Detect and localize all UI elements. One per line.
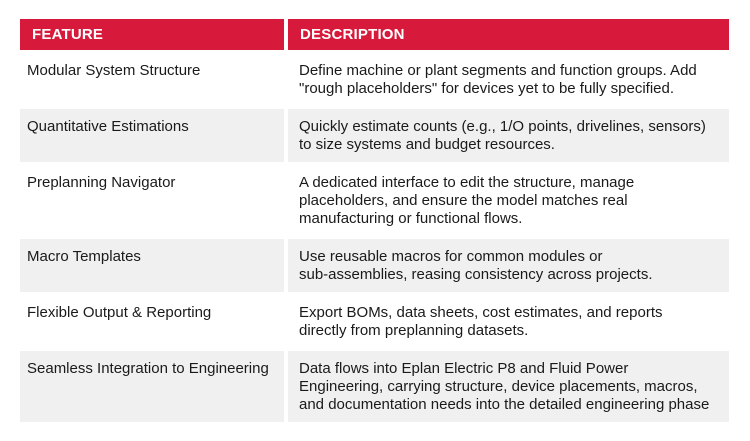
feature-table — [20, 19, 729, 422]
description-cell — [288, 53, 729, 106]
description-line: sub-assemblies, reasing consistency across projects. — [299, 266, 653, 283]
description-line: manufacturing or functional flows. — [299, 210, 523, 227]
description-line: A dedicated interface to edit the structure, manage — [299, 174, 635, 191]
description-column-header: DESCRIPTION — [288, 19, 729, 50]
feature-cell: Macro Templates — [20, 239, 284, 292]
description-line: and documentation needs into the detailed engineering phase — [299, 396, 710, 413]
description-line: Define machine or plant segments and function groups. Add — [299, 62, 697, 79]
description-line: Data flows into Eplan Electric P8 and Fluid Power — [299, 360, 629, 377]
feature-cell: Modular System Structure — [27, 62, 201, 79]
description-cell — [288, 109, 729, 162]
description-line: placeholders, and ensure the model matches real — [299, 192, 628, 209]
description-line: directly from preplanning datasets. — [299, 322, 529, 339]
table-row — [20, 53, 729, 106]
description-cell — [288, 165, 729, 236]
feature-cell: Preplanning Navigator — [27, 174, 176, 191]
description-line: Export BOMs, data sheets, cost estimates, and reports — [299, 304, 663, 321]
table-row — [20, 165, 729, 236]
feature-column-header: FEATURE — [20, 19, 284, 50]
description-cell — [288, 295, 729, 348]
description-line: Quickly estimate counts (e.g., 1/O points, drivelines, sensors) — [299, 118, 706, 135]
table-row — [20, 295, 729, 348]
feature-cell: Quantitative Estimations — [20, 109, 284, 162]
feature-cell: Flexible Output & Reporting — [27, 304, 212, 321]
description-cell — [288, 351, 729, 422]
table-row — [20, 239, 729, 292]
table-row — [20, 351, 729, 422]
description-cell — [288, 239, 729, 292]
table-row — [20, 109, 729, 162]
description-line: to size systems and budget resources. — [299, 136, 555, 153]
description-line: Engineering, carrying structure, device placements, macros, — [299, 378, 698, 395]
description-line: "rough placeholders" for devices yet to be fully specified. — [299, 80, 675, 97]
table-header — [20, 19, 729, 50]
feature-cell: Seamless Integration to Engineering — [20, 351, 284, 422]
description-line: Use reusable macros for common modules or — [299, 248, 603, 265]
